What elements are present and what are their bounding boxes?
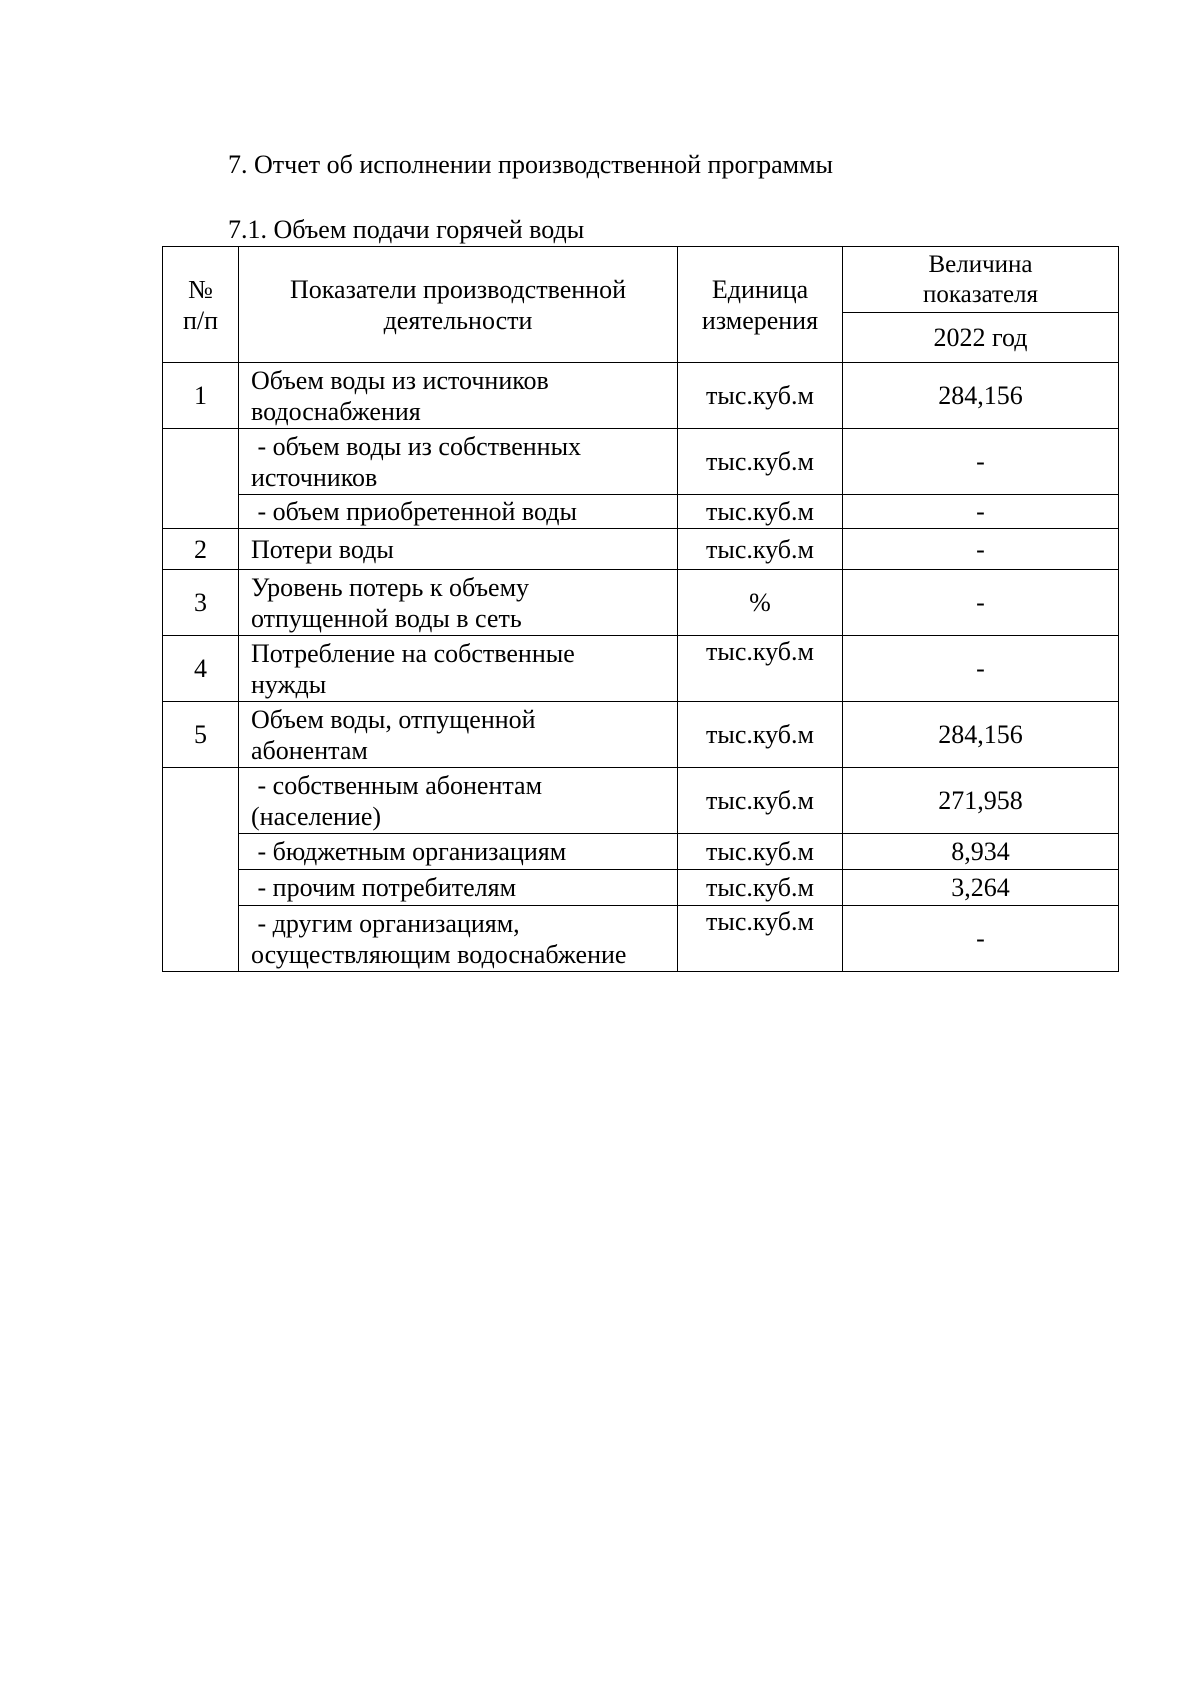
header-year: 2022 год — [843, 313, 1119, 363]
table-row — [163, 429, 1119, 495]
header-value-line1: Величина — [928, 250, 1033, 278]
row-number: 1 — [163, 363, 239, 429]
row-indicator-line1: Уровень потерь к объему — [251, 572, 530, 602]
row-indicator-line1: Объем воды, отпущенной — [251, 704, 536, 734]
table-row — [163, 870, 1119, 906]
header-unit — [678, 247, 843, 363]
subsection-title: 7.1. Объем подачи горячей воды — [228, 215, 585, 244]
row-number: 4 — [163, 636, 239, 702]
header-unit-line1: Единица — [711, 274, 809, 304]
row-indicator-line2: осуществляющим водоснабжение — [251, 939, 627, 969]
row-indicator-line2: абонентам — [251, 735, 368, 765]
row-indicator-line2: водоснабжения — [251, 396, 421, 426]
row-unit: тыс.куб.м — [678, 834, 843, 870]
row-indicator — [239, 906, 678, 972]
table-row — [163, 834, 1119, 870]
row-indicator — [239, 570, 678, 636]
row-number: 3 — [163, 570, 239, 636]
row-value: - — [843, 906, 1119, 972]
row-value: 3,264 — [843, 870, 1119, 906]
row-value: 271,958 — [843, 768, 1119, 834]
row-value: - — [843, 529, 1119, 570]
row-indicator-line1: - другим организациям, — [251, 908, 520, 938]
header-number-line2: п/п — [182, 305, 219, 335]
row-unit: тыс.куб.м — [678, 870, 843, 906]
row-indicator-line1: - собственным абонентам — [251, 770, 543, 800]
header-number — [163, 247, 239, 363]
header-indicator-line1: Показатели производственной — [290, 274, 626, 304]
row-unit: тыс.куб.м — [678, 495, 843, 529]
header-unit-line2: измерения — [701, 305, 819, 335]
table-row — [163, 906, 1119, 972]
table-row — [163, 636, 1119, 702]
row-indicator-line2: нужды — [251, 669, 327, 699]
row-unit: тыс.куб.м — [678, 429, 843, 495]
row-value: 8,934 — [843, 834, 1119, 870]
row-indicator — [239, 636, 678, 702]
header-indicator-line2: деятельности — [383, 305, 533, 335]
row-indicator — [239, 429, 678, 495]
row-indicator-line1: - объем воды из собственных — [251, 431, 582, 461]
row-indicator: - объем приобретенной воды — [239, 495, 678, 529]
row-value: - — [843, 495, 1119, 529]
row-value: - — [843, 429, 1119, 495]
header-number-line1: № — [188, 274, 213, 304]
row-indicator-line2: отпущенной воды в сеть — [251, 603, 522, 633]
row-indicator-line2: (население) — [251, 801, 382, 831]
header-value — [843, 247, 1119, 313]
row-number: 2 — [163, 529, 239, 570]
row-value: - — [843, 636, 1119, 702]
row-value: - — [843, 570, 1119, 636]
row-indicator: Потери воды — [239, 529, 678, 570]
table-row — [163, 363, 1119, 429]
table-row — [163, 768, 1119, 834]
row-unit: тыс.куб.м — [678, 529, 843, 570]
row-unit: тыс.куб.м — [678, 906, 843, 972]
row-unit: тыс.куб.м — [678, 702, 843, 768]
row-indicator-line2: источников — [251, 462, 378, 492]
row-number — [163, 768, 239, 972]
row-value: 284,156 — [843, 363, 1119, 429]
table-row — [163, 702, 1119, 768]
row-unit: тыс.куб.м — [678, 768, 843, 834]
row-unit: тыс.куб.м — [678, 363, 843, 429]
row-indicator — [239, 702, 678, 768]
row-value: 284,156 — [843, 702, 1119, 768]
row-number — [163, 429, 239, 529]
row-indicator: - прочим потребителям — [239, 870, 678, 906]
table-row — [163, 529, 1119, 570]
row-unit: тыс.куб.м — [678, 636, 843, 702]
row-indicator-line1: Потребление на собственные — [251, 638, 575, 668]
row-number: 5 — [163, 702, 239, 768]
row-indicator-line1: Объем воды из источников — [251, 365, 549, 395]
section-title: 7. Отчет об исполнении производственной программы — [228, 150, 834, 179]
row-indicator — [239, 768, 678, 834]
row-unit: % — [678, 570, 843, 636]
hot-water-volume-table — [162, 246, 1119, 972]
row-indicator: - бюджетным организациям — [239, 834, 678, 870]
table-row — [163, 495, 1119, 529]
header-indicator — [239, 247, 678, 363]
header-value-line2: показателя — [922, 280, 1039, 308]
table-row — [163, 570, 1119, 636]
table-header-row — [163, 247, 1119, 313]
row-indicator — [239, 363, 678, 429]
